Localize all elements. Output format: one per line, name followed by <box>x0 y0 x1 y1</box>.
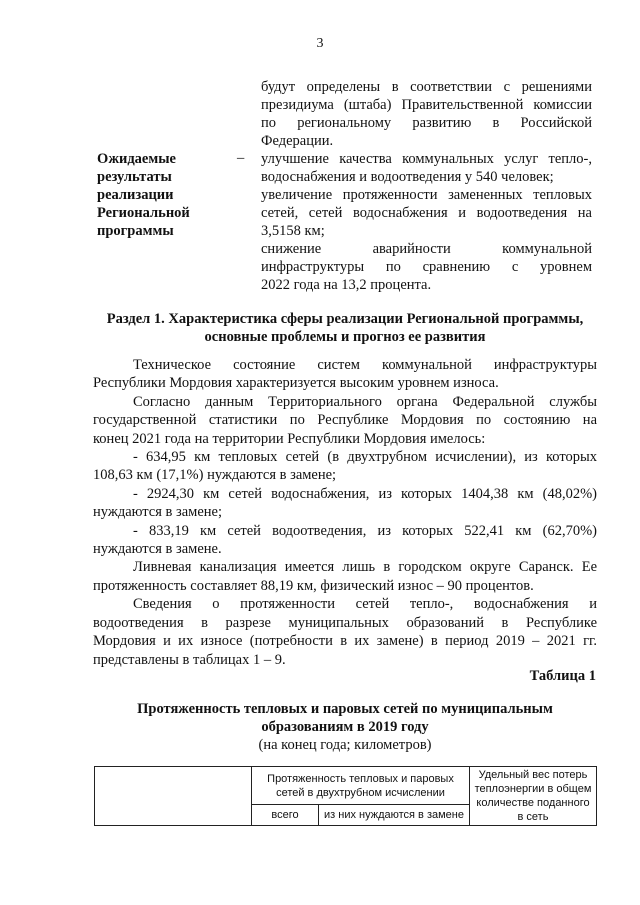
continuation-line: по региональному развитию в Российской <box>261 115 592 131</box>
body-line: - 833,19 км сетей водоотведения, из которых 522,41 км (62,70%) <box>133 522 597 539</box>
table-subtitle: (на конец года; километров) <box>258 737 432 753</box>
section-heading-line: основные проблемы и прогноз ее развития <box>204 329 486 345</box>
results-line: водоснабжения и водоотведения у 540 человек; <box>261 169 554 185</box>
table-header-need: из них нуждаются в замене <box>319 805 470 826</box>
body-line: нуждаются в замене. <box>93 541 222 558</box>
results-label-line: Региональной <box>97 205 190 221</box>
body-line: Согласно данным Территориального органа Федеральной службы <box>133 393 597 410</box>
table-header-loss: Удельный вес потерь теплоэнергии в общем количестве поданного в сеть <box>470 767 597 826</box>
table-label: Таблица 1 <box>529 668 596 684</box>
continuation-line: Федерации. <box>261 133 334 149</box>
continuation-text <box>261 78 592 150</box>
body-line: Техническое состояние систем коммунальной инфраструктуры <box>133 357 597 373</box>
body-line: Республики Мордовия характеризуется высоким уровнем износа. <box>93 375 499 392</box>
results-line: увеличение протяженности замененных тепловых <box>261 187 592 203</box>
body-line: государственной статистики по Республике Мордовия по состоянию на <box>93 412 597 429</box>
body-line: 108,63 км (17,1%) нуждаются в замене; <box>93 467 337 484</box>
results-label-line: результаты <box>97 169 172 185</box>
table-title-line: образованиям в 2019 году <box>261 719 429 735</box>
continuation-line: президиума (штаба) Правительственной комиссии <box>261 97 592 113</box>
body-line: - 2924,30 км сетей водоснабжения, из которых 1404,38 км (48,02%) <box>133 485 597 502</box>
results-line: снижение аварийности коммунальной <box>261 241 592 257</box>
data-table <box>94 766 597 826</box>
results-text <box>261 150 592 294</box>
body-line: конец 2021 года на территории Республики Мордовия имелось: <box>93 430 486 447</box>
body-line: - 634,95 км тепловых сетей (в двухтрубном исчислении), из которых <box>133 449 597 466</box>
section-heading <box>95 310 595 346</box>
results-dash: – <box>237 150 245 166</box>
body-text <box>93 356 597 669</box>
body-line: протяженность составляет 88,19 км, физический износ – 90 процентов. <box>93 577 534 594</box>
body-line: водоотведения в разрезе муниципальных образований в Республике <box>93 614 597 631</box>
section-heading-line: Раздел 1. Характеристика сферы реализации Региональной программы, <box>106 311 584 327</box>
results-line: инфраструктуры по сравнению с уровнем <box>261 259 592 275</box>
results-line: сетей, сетей водоснабжения и водоотведения на <box>261 205 592 221</box>
results-label <box>97 150 190 240</box>
body-line: Ливневая канализация имеется лишь в городском округе Саранск. Ее <box>133 559 597 576</box>
table-header-row <box>95 767 597 805</box>
results-line: улучшение качества коммунальных услуг тепло-, <box>261 151 592 167</box>
body-line: Сведения о протяженности сетей тепло-, водоснабжения и <box>133 596 597 613</box>
body-line: Мордовия и их износе (потребности в их замене) в период 2019 – 2021 гг. <box>93 633 597 650</box>
results-label-line: программы <box>97 223 174 239</box>
table-title <box>95 700 595 754</box>
table-header-total: всего <box>252 805 319 826</box>
table-title-line: Протяженность тепловых и паровых сетей по муниципальным <box>137 701 553 717</box>
continuation-line: будут определены в соответствии с решениями <box>261 79 592 95</box>
results-label-line: Ожидаемые <box>97 151 176 167</box>
table-header-group: Протяженность тепловых и паровых сетей в двухтрубном исчислении <box>252 767 470 805</box>
results-line: 2022 года на 13,2 процента. <box>261 277 432 293</box>
page-number: 3 <box>316 36 324 51</box>
results-line: 3,5158 км; <box>261 223 325 239</box>
body-line: нуждаются в замене; <box>93 504 223 521</box>
body-line: представлены в таблицах 1 – 9. <box>93 651 286 668</box>
table-header-empty <box>95 767 252 826</box>
results-label-line: реализации <box>97 187 174 203</box>
